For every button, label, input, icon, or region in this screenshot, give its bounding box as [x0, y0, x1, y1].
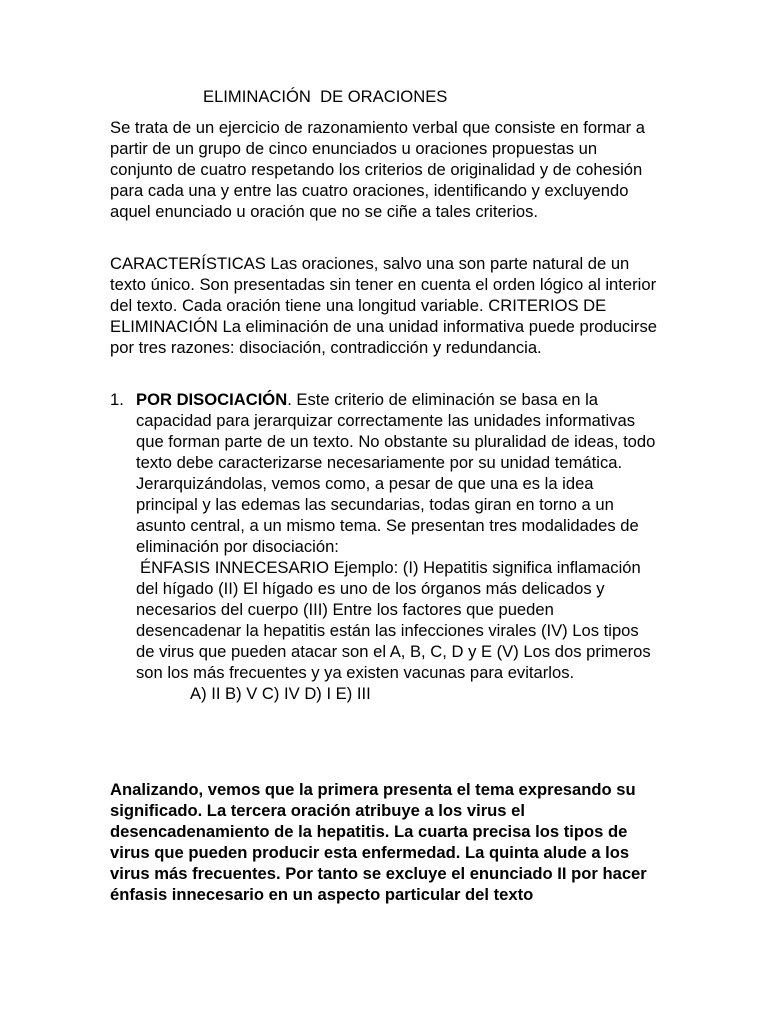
list-item-body-text [136, 390, 655, 556]
example-text: ÉNFASIS INNECESARIO Ejemplo: (I) Hepatitis significa inflamación del hígado (II) El hígado es uno de los órganos más delicados y necesarios del cuerpo (III) Entre los factores que pueden desencadenar la hepatitis están las infecciones virales (IV) Los tipos de virus que pueden atacar son el A, B, C, D y E (V) Los dos primeros son los más frecuentes y ya existen vacunas para evitarlos. [136, 558, 651, 682]
list-item [136, 389, 656, 704]
list-item-text: . Este criterio de eliminación se basa en la capacidad para jerarquizar correctamente las unidades informativas que forman parte de un texto. No obstante su pluralidad de ideas, todo texto debe caracterizarse necesariamente por su unidad temática. Jerarquizándolas, vemos como, a pesar de que una es la idea principal y las edemas las secundarias, todas giran en torno a un asunto central, a un mismo tema. Se presentan tres modalidades de eliminación por disociación: [136, 390, 656, 556]
list-item-heading: POR DISOCIACIÓN [136, 390, 288, 409]
answer-options: A) II B) V C) IV D) I E) III [190, 684, 371, 703]
characteristics-paragraph: CARACTERÍSTICAS Las oraciones, salvo una son parte natural de un texto único. Son presentadas sin tener en cuenta el orden lógico al interior del texto. Cada oración tiene una longitud variable. CRITERIOS DE ELIMINACIÓN La eliminación de una unidad informativa puede producirse por tres razones: disociación, contradicción y redundancia. [110, 254, 657, 357]
document-title: ELIMINACIÓN DE ORACIONES [203, 87, 448, 106]
list-item-number: 1. [110, 390, 124, 409]
analysis-paragraph: Analizando, vemos que la primera presenta el tema expresando su significado. La tercera oración atribuye a los virus el desencadenamiento de la hepatitis. La cuarta precisa los tipos de virus que pueden producir esta enfermedad. La quinta alude a los virus más frecuentes. Por tanto se excluye el enunciado II por hacer énfasis innecesario en un aspecto particular del texto [110, 780, 647, 904]
intro-paragraph: Se trata de un ejercicio de razonamiento verbal que consiste en formar a partir de un grupo de cinco enunciados u oraciones propuestas un conjunto de cuatro respetando los criterios de originalidad y de cohesión para cada una y entre las cuatro oraciones, identificando y excluyendo aquel enunciado u oración que no se ciñe a tales criterios. [110, 118, 645, 221]
